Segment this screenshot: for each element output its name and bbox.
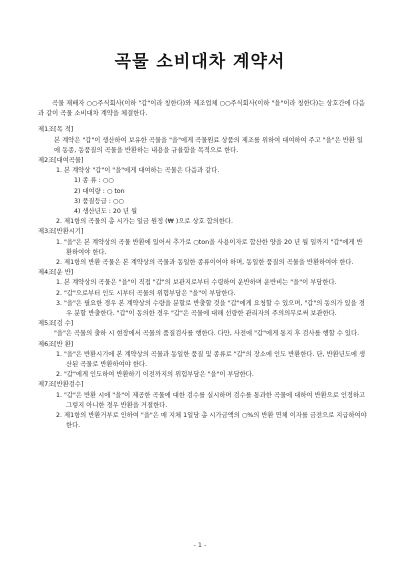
article-7-item-1: 1. "갑"은 반환 시에 "을"이 제공한 곡물에 대한 검수를 실시하며 검수를 통과한 곡물에 대하여 반환으로 인정하고 그렇지 아니한 경우 반환을 거절한다. bbox=[56, 391, 366, 409]
article-4-title: 제4조[운 반] bbox=[38, 269, 74, 277]
article-4-item-3: 3. "을"은 필요한 경우 본 계약상의 수량을 분할로 반출할 것을 "갑"에게 요청할 수 있으며, "갑"의 동의가 있을 경우 분할 반출한다. "갑"이 동의한 경우 "갑"은 곡물에 대해 선량한 관리자의 주의의무로써 보관한다. bbox=[56, 299, 365, 318]
document-body bbox=[38, 99, 368, 432]
article-6-item-1: 1. "을"은 반환시기에 본 계약상의 곡물과 동일한 품질 및 종류로 "갑"의 장소에 인도 반환한다. 단, 반환년도에 생산된 곡물로 반환하여야 한다. bbox=[56, 350, 366, 369]
article-7-title: 제7조[반환검수] bbox=[38, 381, 84, 389]
article-5-title: 제5조[검 수] bbox=[38, 320, 74, 328]
article-1-title: 제1조[목 적] bbox=[38, 126, 74, 134]
article-2 bbox=[38, 156, 368, 227]
article-6-item-2: 2. "갑"에게 인도하여 반환하기 이전까지의 위험부담은 "을"이 부담한다. bbox=[56, 371, 254, 379]
article-2-sub-1: 1) 종 류 : ○○ bbox=[74, 177, 114, 185]
article-2-sub-4: 4) 생산년도 : 20 년 월 bbox=[74, 208, 138, 216]
article-4 bbox=[38, 268, 368, 319]
article-2-item-1: 1. 본 계약상 "갑"이 "을"에게 대여하는 곡물은 다음과 같다. bbox=[56, 167, 220, 175]
article-7 bbox=[38, 380, 368, 431]
article-5-text: "을"은 곡물의 출하 시 현장에서 곡물의 품질검사를 행한다. 다만, 사전에 "갑"에게 통지 후 검사를 행할 수 있다. bbox=[54, 330, 360, 338]
article-1-text: 본 계약은 "갑"이 생산하여 보유한 곡물을 "을"에게 곡물원료 상품의 제조를 위하여 대여하여 주고 "을"은 반환 일에 동종, 동품질의 곡물을 반환하는 내용을 규율함을 목적으로 한다. bbox=[54, 136, 363, 154]
article-7-item-2: 2. 제1항의 반환거부로 인하여 "을"은 매 지체 1일당 총 시가금액의 ○%의 반환 연체 이자를 금전으로 지급하여야 한다. bbox=[56, 412, 367, 430]
article-3-item-1: 1. "을"은 본 계약상의 곡물 반환에 있어서 추가로 ○ton을 사용이자로 합산한 양을 20 년 월 일까지 "갑"에게 반환하여야 한다. bbox=[56, 238, 363, 256]
article-6-title: 제6조[반 환] bbox=[38, 340, 74, 348]
article-1 bbox=[38, 125, 368, 156]
article-3-item-2: 2. 제1항의 반환 곡물은 본 계약상의 곡물과 동일한 종류이어야 하며, 동일한 품질의 곡물을 반환하여야 한다. bbox=[56, 259, 354, 267]
article-3 bbox=[38, 227, 368, 268]
article-2-sub-3: 3) 품질등급 : ○○ bbox=[74, 197, 124, 205]
article-3-title: 제3조[반환시기] bbox=[38, 228, 84, 236]
article-6 bbox=[38, 340, 368, 381]
article-2-sub-2: 2) 대여량 : ○ ton bbox=[74, 187, 125, 195]
document-title: 곡물 소비대차 계약서 bbox=[114, 52, 286, 72]
article-4-item-1: 1. 본 계약상의 곡물은 "을"이 직접 "갑"의 보관지로부터 수령하여 운반하며 운반비는 "을"이 부담한다. bbox=[56, 279, 337, 287]
page-number: - 1 - bbox=[193, 541, 207, 549]
article-5 bbox=[38, 319, 368, 339]
article-2-item-2: 2. 제1항의 곡물의 총 시가는 일금 원정 (₩ )으로 상호 합의한다. bbox=[56, 218, 233, 226]
article-4-item-2: 2. "갑"으로부터 인도 시부터 곡물의 위험부담은 "을"이 부담한다. bbox=[56, 289, 236, 297]
intro-paragraph: 곡물 재배자 ○○주식회사(이하 "갑"이라 칭한다)와 제조업체 ○○주식회사(이하 "을"이라 칭한다)는 상호간에 다음과 같이 곡물 소비대차 계약을 체결한다. bbox=[38, 100, 365, 118]
article-2-title: 제2조[대여곡물] bbox=[38, 157, 84, 165]
